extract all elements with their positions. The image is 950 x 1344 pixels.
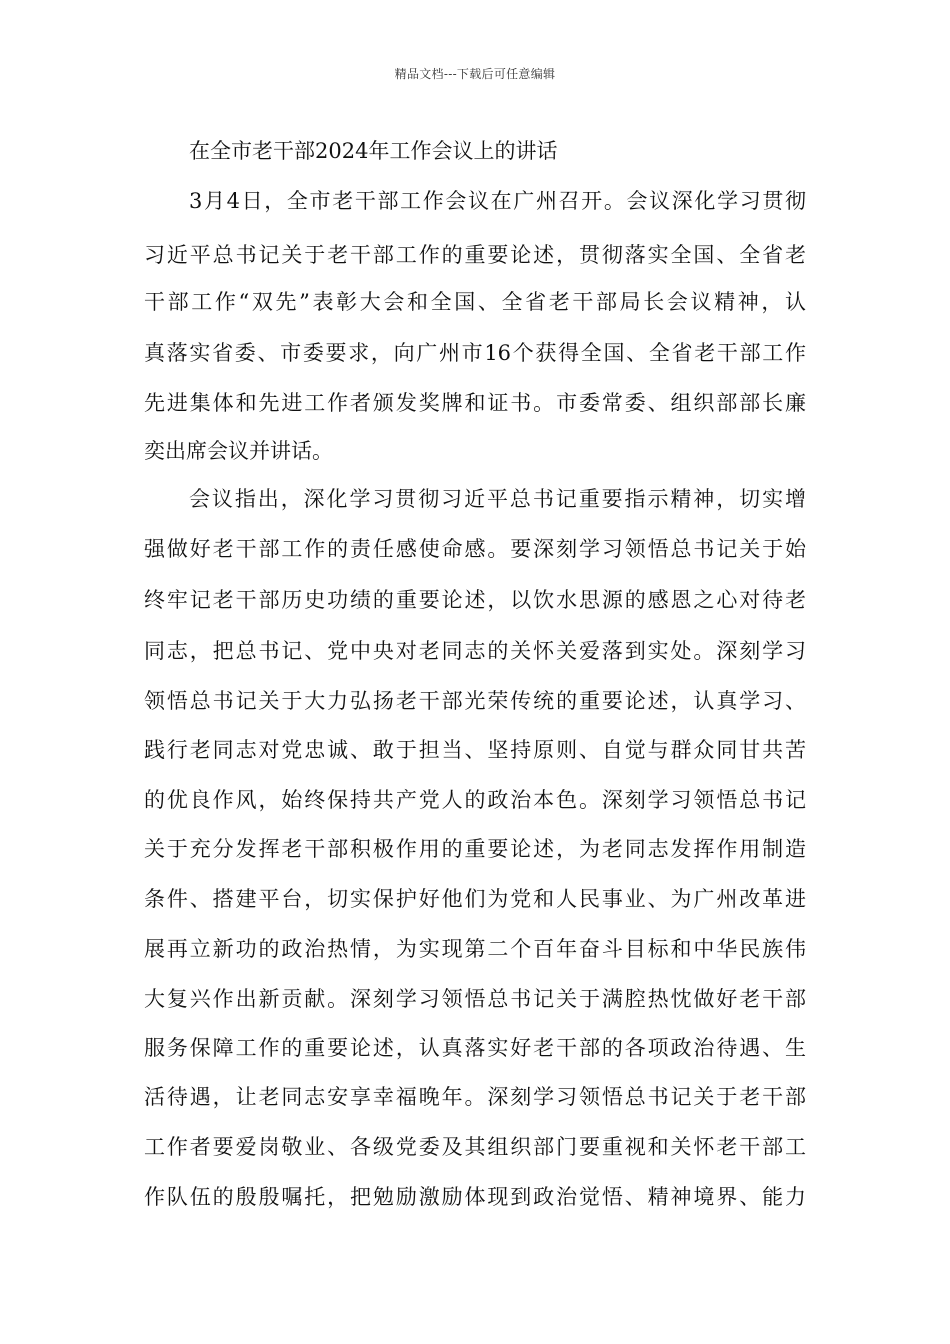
- paragraph-line: 大复兴作出新贡献。深刻学习领悟总书记关于满腔热忱做好老干部: [144, 987, 806, 1011]
- paragraph-line: 的优良作风，始终保持共产党人的政治本色。深刻学习领悟总书记: [144, 788, 806, 812]
- paragraph-line: 领悟总书记关于大力弘扬老干部光荣传统的重要论述，认真学习、: [144, 689, 806, 713]
- document-title: 在全市老干部2024年工作会议上的讲话: [189, 139, 558, 163]
- paragraph-line: 奕出席会议并讲话。: [144, 439, 333, 463]
- paragraph-line: 终牢记老干部历史功绩的重要论述，以饮水思源的感恩之心对待老: [144, 588, 806, 612]
- paragraph-line: 3月4日，全市老干部工作会议在广州召开。会议深化学习贯彻: [189, 189, 806, 213]
- paragraph-line: 同志，把总书记、党中央对老同志的关怀关爱落到实处。深刻学习: [144, 639, 806, 663]
- paragraph-line: 会议指出，深化学习贯彻习近平总书记重要指示精神，切实增: [189, 487, 806, 511]
- paragraph-line: 干部工作“双先”表彰大会和全国、全省老干部局长会议精神，认: [144, 290, 806, 314]
- paragraph-line: 践行老同志对党忠诚、敢于担当、坚持原则、自觉与群众同甘共苦: [144, 738, 806, 762]
- paragraph-line: 先进集体和先进工作者颁发奖牌和证书。市委常委、组织部部长廉: [144, 391, 806, 415]
- paragraph-line: 关于充分发挥老干部积极作用的重要论述，为老同志发挥作用制造: [144, 837, 806, 861]
- paragraph-line: 展再立新功的政治热情，为实现第二个百年奋斗目标和中华民族伟: [144, 937, 806, 961]
- page-header: 精品文档---下载后可任意编辑: [394, 67, 556, 81]
- paragraph-line: 习近平总书记关于老干部工作的重要论述，贯彻落实全国、全省老: [144, 243, 806, 267]
- paragraph-line: 工作者要爱岗敬业、各级党委及其组织部门要重视和关怀老干部工: [144, 1135, 806, 1159]
- paragraph-line: 作队伍的殷殷嘱托，把勉励激励体现到政治觉悟、精神境界、能力: [144, 1185, 806, 1209]
- paragraph-line: 强做好老干部工作的责任感使命感。要深刻学习领悟总书记关于始: [144, 537, 806, 561]
- paragraph-line: 活待遇，让老同志安享幸福晚年。深刻学习领悟总书记关于老干部: [144, 1085, 806, 1109]
- paragraph-line: 真落实省委、市委要求，向广州市16个获得全国、全省老干部工作: [144, 341, 806, 365]
- paragraph-line: 服务保障工作的重要论述，认真落实好老干部的各项政治待遇、生: [144, 1036, 806, 1060]
- paragraph-line: 条件、搭建平台，切实保护好他们为党和人民事业、为广州改革进: [144, 887, 806, 911]
